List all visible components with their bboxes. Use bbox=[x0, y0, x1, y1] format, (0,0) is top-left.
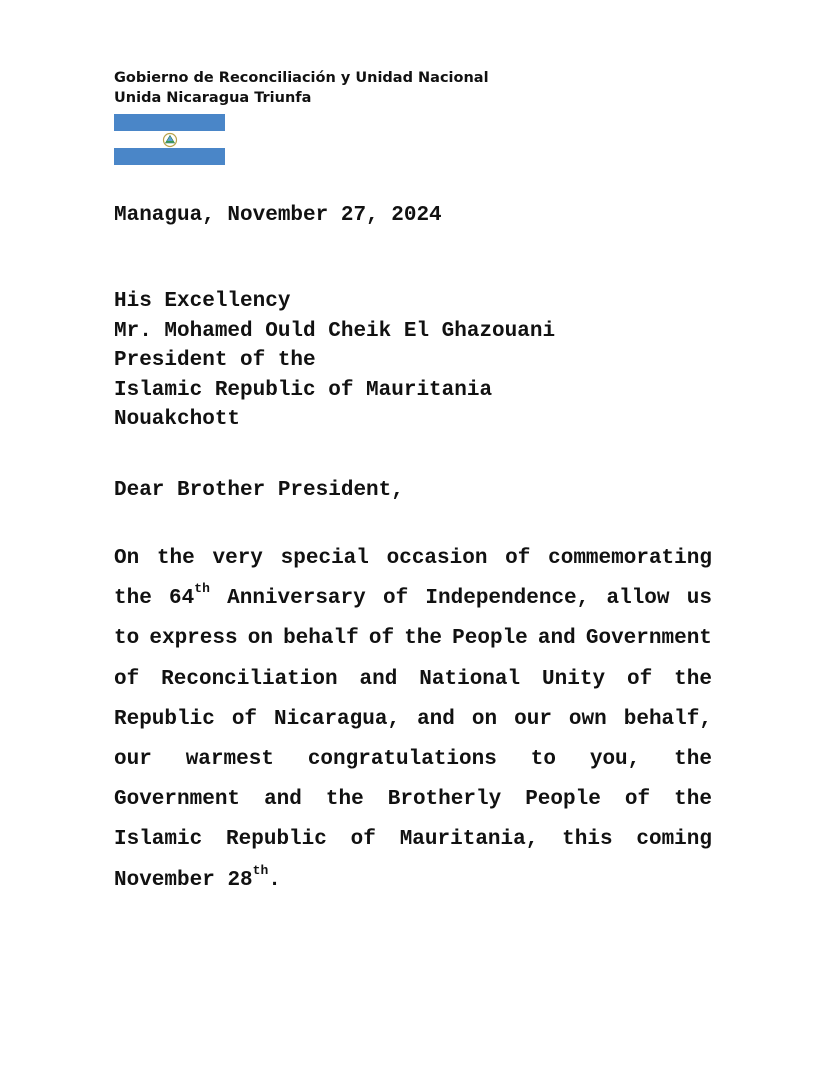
word: you, bbox=[589, 747, 641, 771]
word: People bbox=[525, 788, 601, 812]
body-line-7 bbox=[114, 783, 712, 823]
letterhead-slogan: Unida Nicaragua Triunfa bbox=[114, 90, 312, 106]
coat-of-arms-icon bbox=[162, 132, 178, 148]
word: very bbox=[212, 547, 263, 570]
word: behalf, bbox=[623, 707, 712, 731]
ordinal-number: 28 bbox=[227, 868, 253, 892]
address-line-1: His Excellency bbox=[114, 290, 291, 313]
word: On bbox=[114, 547, 140, 570]
body-line-5 bbox=[114, 703, 712, 743]
word: and bbox=[417, 707, 455, 731]
word: Brotherly bbox=[387, 788, 502, 812]
word: Islamic bbox=[114, 828, 203, 852]
word: of bbox=[505, 547, 531, 570]
body-line-3 bbox=[114, 622, 712, 662]
address-line-3: President of the bbox=[114, 349, 316, 372]
word: own bbox=[568, 707, 607, 731]
word: Republic bbox=[114, 707, 215, 731]
flag-top-band bbox=[114, 114, 225, 131]
salutation: Dear Brother President, bbox=[114, 479, 404, 502]
word: the bbox=[156, 547, 195, 570]
word: Unity bbox=[542, 667, 606, 691]
word: of bbox=[350, 828, 376, 852]
word: to bbox=[530, 747, 556, 771]
word: the bbox=[674, 788, 712, 812]
nicaragua-flag-icon bbox=[114, 114, 225, 165]
word: coming bbox=[636, 828, 712, 852]
word: commemorating bbox=[548, 547, 712, 570]
period: . bbox=[268, 868, 281, 892]
word: National bbox=[419, 667, 521, 691]
word: occasion bbox=[386, 547, 488, 570]
word: of bbox=[114, 667, 140, 691]
word: of bbox=[624, 788, 651, 812]
word: and bbox=[537, 627, 576, 651]
word: the bbox=[404, 627, 443, 651]
word: our bbox=[114, 747, 152, 771]
flag-middle-band bbox=[114, 131, 225, 148]
word: People bbox=[452, 627, 528, 651]
word: Nicaragua, bbox=[274, 707, 401, 731]
letter-date: Managua, November 27, 2024 bbox=[114, 204, 442, 227]
word: November bbox=[114, 868, 215, 892]
word: and bbox=[264, 788, 302, 812]
body-line-1 bbox=[114, 542, 712, 582]
word: of bbox=[382, 587, 409, 611]
body-line-2 bbox=[114, 582, 712, 622]
word: warmest bbox=[185, 747, 274, 771]
body-line-6 bbox=[114, 743, 712, 783]
word: Government bbox=[114, 788, 241, 812]
word: our bbox=[514, 707, 552, 731]
word: on bbox=[247, 627, 273, 651]
word: Independence, bbox=[425, 587, 590, 611]
word: allow bbox=[606, 587, 670, 611]
word: the bbox=[674, 667, 712, 691]
word: of bbox=[627, 667, 653, 691]
body-line-8 bbox=[114, 823, 712, 863]
word: the bbox=[674, 747, 712, 771]
word: and bbox=[359, 667, 398, 691]
ordinal-64th bbox=[169, 582, 210, 622]
word: on bbox=[471, 707, 498, 731]
flag-bottom-band bbox=[114, 148, 225, 165]
word: us bbox=[686, 587, 712, 611]
word: Reconciliation bbox=[161, 667, 338, 691]
recipient-address bbox=[114, 287, 555, 435]
address-line-4: Islamic Republic of Mauritania bbox=[114, 378, 493, 402]
address-line-5: Nouakchott bbox=[114, 408, 241, 431]
letter-body bbox=[114, 542, 712, 904]
word: of bbox=[231, 707, 258, 731]
letterhead bbox=[114, 68, 489, 108]
word: congratulations bbox=[307, 747, 497, 771]
word: the bbox=[325, 788, 364, 812]
letterhead-government-name: Gobierno de Reconciliación y Unidad Nacional bbox=[114, 70, 489, 86]
word: express bbox=[149, 627, 238, 651]
word: Government bbox=[585, 627, 712, 651]
word: to bbox=[114, 627, 140, 651]
body-line-9 bbox=[114, 864, 712, 904]
word: Anniversary bbox=[227, 587, 366, 611]
word: Mauritania, bbox=[399, 828, 539, 852]
body-line-4 bbox=[114, 663, 712, 703]
word: Republic bbox=[226, 828, 327, 852]
ordinal-28th bbox=[227, 864, 280, 904]
word: special bbox=[280, 547, 369, 570]
word: this bbox=[562, 828, 613, 852]
ordinal-number: 64 bbox=[169, 587, 195, 611]
word: behalf bbox=[283, 627, 359, 651]
ordinal-suffix: th bbox=[194, 581, 210, 597]
word: of bbox=[368, 627, 395, 651]
address-line-2: Mr. Mohamed Ould Cheik El Ghazouani bbox=[114, 319, 556, 343]
word: the bbox=[114, 587, 152, 611]
ordinal-suffix: th bbox=[252, 862, 269, 878]
